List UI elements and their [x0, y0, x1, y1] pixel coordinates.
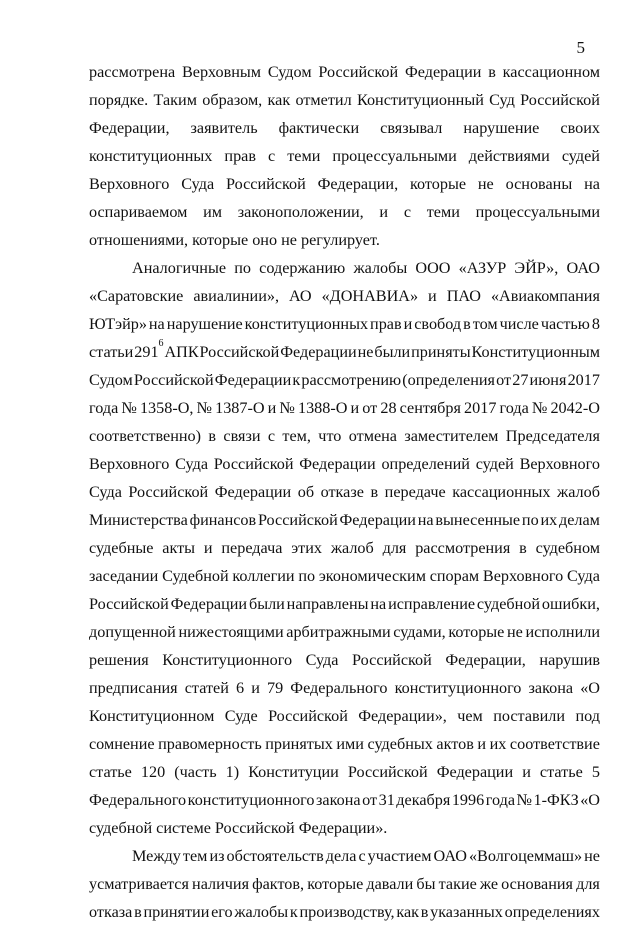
word: Федерального — [290, 679, 388, 697]
word: Федерации — [299, 455, 376, 473]
word: числе — [499, 315, 539, 333]
word: сомнение — [89, 735, 155, 753]
word: 8 — [591, 315, 600, 333]
text-line — [89, 170, 600, 198]
word: акты — [162, 539, 196, 557]
word: АПК — [164, 343, 199, 361]
word: от — [362, 399, 378, 417]
text-line — [89, 590, 600, 618]
superscript-index: 6 — [158, 337, 164, 349]
word: судей — [475, 455, 514, 473]
word: 1358-О, — [139, 399, 194, 417]
word: закона — [528, 679, 574, 697]
word: Федерации — [404, 63, 482, 81]
word: Суда — [181, 175, 215, 193]
word: июня — [529, 371, 567, 389]
text-line — [89, 58, 600, 86]
word: «Волгоцеммаш» — [468, 847, 583, 865]
text-line — [89, 646, 600, 674]
word: которые — [448, 623, 505, 641]
word: коллегии — [232, 567, 295, 585]
word: № — [121, 399, 137, 417]
word: с — [358, 847, 366, 865]
word: Федерации — [436, 763, 514, 781]
word: авиалинии», — [193, 287, 280, 305]
word: прав — [370, 315, 402, 333]
word: своих — [560, 119, 600, 137]
word: были — [374, 343, 411, 361]
word: их — [489, 735, 507, 753]
word: основаны — [505, 175, 573, 193]
word: к — [292, 371, 301, 389]
text-line — [89, 814, 600, 842]
word: Верховным — [181, 63, 262, 81]
word: Судебной — [162, 567, 229, 585]
word: наличия — [192, 875, 250, 893]
word: экономическим — [318, 567, 426, 585]
word: решения — [89, 651, 149, 669]
text-line — [89, 674, 600, 702]
word: Российской — [347, 763, 428, 781]
word: Российской — [213, 455, 294, 473]
text-line — [89, 282, 600, 310]
body-text — [89, 58, 600, 926]
word: фактов, — [252, 875, 305, 893]
word: вынесенные — [435, 511, 521, 529]
word: № — [516, 791, 532, 809]
word: и — [267, 399, 277, 417]
word: производству, — [299, 903, 395, 921]
word: и — [350, 399, 360, 417]
word: Суд — [489, 91, 515, 109]
word: теми — [426, 203, 460, 221]
word: от — [362, 791, 378, 809]
word: принятых — [265, 735, 333, 753]
word: года — [499, 399, 529, 417]
word: Суде — [224, 707, 258, 725]
word: судебной — [476, 595, 541, 613]
word: статей — [184, 679, 229, 697]
word: и — [403, 315, 413, 333]
word: 5 — [591, 763, 600, 781]
word: свобод — [414, 315, 462, 333]
word: «Авиакомпания — [490, 287, 600, 305]
word: на — [148, 315, 165, 333]
text-line — [89, 702, 600, 730]
word: Верховного — [482, 567, 564, 585]
word: «Саратовские — [89, 287, 184, 305]
word: принятии — [143, 903, 210, 921]
word: Федерации — [280, 343, 357, 361]
word: ПАО — [446, 287, 481, 305]
word: 120 — [140, 763, 166, 781]
word: актов — [436, 735, 474, 753]
word: 1388-О — [297, 399, 348, 417]
word: кассационных — [452, 483, 551, 501]
word: Федерации», — [358, 707, 447, 725]
word: № — [531, 399, 548, 417]
word: на — [417, 511, 434, 529]
word: статьи — [89, 343, 134, 361]
word: 79 — [267, 679, 284, 697]
word: Российской — [133, 371, 214, 389]
word: нижестоящими — [178, 623, 284, 641]
text-line — [89, 198, 600, 226]
word: заседании — [89, 567, 159, 585]
word: исправление — [388, 595, 476, 613]
word: Федерального — [89, 791, 187, 809]
word: Верховного — [519, 455, 600, 473]
word: Суда — [305, 651, 339, 669]
word: процессуальными — [475, 203, 600, 221]
word: Между — [132, 847, 181, 865]
word: Федерации — [214, 371, 292, 389]
word: 2017 — [464, 399, 497, 417]
word: соответственно) — [89, 427, 202, 445]
word: содержанию — [259, 259, 346, 277]
word: Конституционного — [162, 651, 293, 669]
word: бы — [416, 875, 436, 893]
word: Председателя — [505, 427, 600, 445]
word: процессуальными — [332, 147, 457, 165]
word: Российской — [520, 91, 600, 109]
word: делам — [559, 511, 600, 529]
word: ОАО — [433, 847, 467, 865]
page-number: 5 — [576, 38, 585, 57]
text-line — [89, 842, 600, 870]
word: тем, — [282, 427, 311, 445]
word: и — [251, 679, 260, 697]
word: его — [211, 903, 233, 921]
text-line — [89, 338, 600, 366]
word: не — [357, 343, 374, 361]
word: рассмотрения — [415, 539, 511, 557]
word: чем — [457, 707, 483, 725]
word: Аналогичные — [132, 259, 227, 277]
word: в — [420, 903, 429, 921]
word: ими — [336, 735, 364, 753]
word: жалоб — [557, 483, 600, 501]
word: в — [134, 903, 142, 921]
word: конституционных — [244, 315, 369, 333]
word: Федерации — [170, 595, 248, 613]
word: том — [472, 315, 498, 333]
word: заместителем — [404, 427, 499, 445]
word: конституционного — [187, 791, 315, 809]
word: указанных — [430, 903, 503, 921]
word: ОАО — [566, 259, 600, 277]
word: допущенной — [89, 623, 176, 641]
text-line — [89, 618, 600, 646]
word: образом, — [202, 91, 263, 109]
text-line — [89, 506, 600, 534]
word: нарушив — [539, 651, 600, 669]
text-line — [89, 870, 600, 898]
word: статье — [539, 763, 583, 781]
word: декабря — [396, 791, 451, 809]
text-line — [89, 310, 600, 338]
word: для — [382, 539, 407, 557]
word: жалобы — [234, 903, 289, 921]
text-line — [89, 562, 600, 590]
word: участием — [367, 847, 432, 865]
word: предписания — [89, 679, 178, 697]
word: и — [379, 203, 389, 221]
word: которые — [307, 875, 364, 893]
word: связывал — [380, 119, 443, 137]
word: передача — [221, 539, 283, 557]
word: их — [540, 511, 558, 529]
word: соответствие — [509, 735, 600, 753]
word: Конституционный — [356, 91, 484, 109]
word: года — [485, 791, 516, 809]
word: с — [267, 427, 276, 445]
word: основания — [501, 875, 573, 893]
word: Конституционном — [89, 707, 215, 725]
word: 1996 — [451, 791, 485, 809]
word: № — [279, 399, 295, 417]
word: исполнили — [525, 623, 600, 641]
word: судами, — [393, 623, 446, 641]
word: отношениями, которые оно не регулирует. — [89, 231, 380, 249]
word: фактически — [278, 119, 360, 137]
word: кассационном — [502, 63, 600, 81]
word: Российской — [89, 595, 169, 613]
word: обстоятельств — [226, 847, 324, 865]
word: приняты — [411, 343, 471, 361]
word: Российской — [226, 175, 306, 193]
word: года — [89, 399, 119, 417]
text-line — [89, 898, 600, 926]
word: направлены — [286, 595, 369, 613]
word: передаче — [384, 483, 446, 501]
word: финансов — [189, 511, 257, 529]
word: Российской — [257, 511, 338, 529]
word: судебные — [89, 539, 154, 557]
word: конституционных — [89, 147, 213, 165]
word: порядке. — [89, 91, 149, 109]
word: отмена — [348, 427, 397, 445]
word: № — [196, 399, 212, 417]
word: отказа — [89, 903, 133, 921]
word: Российской — [128, 483, 209, 501]
word: оспариваемом — [89, 203, 188, 221]
word: в — [208, 427, 217, 445]
text-line — [89, 730, 600, 758]
word: тем — [182, 847, 208, 865]
word: судебном — [535, 539, 600, 557]
word: не — [506, 623, 523, 641]
word: статье — [89, 763, 132, 781]
word: 2017 — [567, 371, 600, 389]
word: заявитель — [190, 119, 258, 137]
word: же — [479, 875, 499, 893]
word: судебной системе Российской Федерации». — [89, 819, 388, 837]
word: из — [209, 847, 225, 865]
word: 1-ФКЗ — [533, 791, 579, 809]
word: действиями — [468, 147, 550, 165]
word: не — [584, 847, 600, 865]
word: что — [318, 427, 342, 445]
word: по — [234, 259, 251, 277]
text-line — [89, 450, 600, 478]
word: конституционного — [394, 679, 522, 697]
text-line — [89, 422, 600, 450]
word: 28 — [380, 399, 397, 417]
word: как — [396, 903, 419, 921]
word: 6 — [236, 679, 245, 697]
word: прав — [224, 147, 256, 165]
word: 2042-О — [550, 399, 600, 417]
word: в — [463, 315, 471, 333]
word: Российской — [199, 343, 280, 361]
word: Российской — [318, 63, 399, 81]
word: не — [477, 175, 494, 193]
word: спорам — [429, 567, 480, 585]
word: 1) — [225, 763, 240, 781]
word: и — [428, 287, 437, 305]
word: как — [267, 91, 291, 109]
text-line — [89, 786, 600, 814]
word: с — [268, 147, 276, 165]
word: ЭЙР», — [514, 259, 559, 277]
word: Суда — [567, 567, 600, 585]
word: Судом — [267, 63, 312, 81]
word: Конституции — [248, 763, 339, 781]
text-line — [89, 534, 600, 562]
word: на — [584, 175, 600, 193]
word: усматривается — [89, 875, 189, 893]
word: «ДОНАВИА» — [321, 287, 419, 305]
word: ошибки, — [541, 595, 600, 613]
text-line — [89, 478, 600, 506]
text-line — [89, 254, 600, 282]
word: Российской — [268, 707, 348, 725]
word: определений — [381, 455, 470, 473]
word: в — [370, 483, 379, 501]
text-line — [89, 366, 600, 394]
word: $291^6$ — [134, 337, 164, 361]
word: по — [298, 567, 316, 585]
word: для — [576, 875, 600, 893]
word: АО — [289, 287, 312, 305]
word: дела — [325, 847, 357, 865]
word: от — [496, 371, 512, 389]
word: закона — [316, 791, 361, 809]
word: правомерность — [158, 735, 262, 753]
word: Федерации, — [89, 119, 170, 137]
text-line — [89, 86, 600, 114]
word: были — [248, 595, 285, 613]
word: (определения — [402, 371, 495, 389]
word: им — [203, 203, 222, 221]
word: отметил — [295, 91, 352, 109]
word: Российской — [352, 651, 432, 669]
text-line — [89, 758, 600, 786]
text-line — [89, 394, 600, 422]
word: сентября — [399, 399, 461, 417]
word: давали — [366, 875, 414, 893]
word: Федерации, — [445, 651, 526, 669]
word: и — [203, 539, 213, 557]
word: в — [488, 63, 496, 81]
word: под — [575, 707, 600, 725]
word: и — [522, 763, 531, 781]
text-line — [89, 114, 600, 142]
word: судебных — [367, 735, 433, 753]
word: Верховного — [89, 175, 170, 193]
word: Федерации, — [317, 175, 399, 193]
word: Федерации — [214, 483, 292, 501]
word: определениях — [504, 903, 600, 921]
text-line — [89, 226, 600, 254]
word: 31 — [378, 791, 395, 809]
word: (часть — [174, 763, 217, 781]
word: рассмотрена — [89, 63, 176, 81]
word: 1387-О — [215, 399, 265, 417]
word: Суда — [175, 455, 209, 473]
word: законоположении, — [237, 203, 364, 221]
word: рассмотрению — [301, 371, 402, 389]
word: в — [519, 539, 527, 557]
word: судей — [561, 147, 600, 165]
word: Министерства — [89, 511, 188, 529]
word: ООО — [415, 259, 451, 277]
word: по — [521, 511, 539, 529]
word: отказе — [320, 483, 364, 501]
word: ЮТэйр» — [89, 315, 147, 333]
word: жалоб — [330, 539, 374, 557]
word: связи — [223, 427, 261, 445]
word: теми — [287, 147, 321, 165]
word: Таким — [153, 91, 197, 109]
word: нарушение — [463, 119, 540, 137]
word: Суда — [89, 483, 122, 501]
word: «О — [580, 679, 600, 697]
word: такие — [438, 875, 477, 893]
word: Федерации — [339, 511, 416, 529]
word: Конституционным — [471, 343, 600, 361]
word: которые — [410, 175, 467, 193]
word: с — [403, 203, 411, 221]
text-line — [89, 142, 600, 170]
word: и — [477, 735, 487, 753]
word: об — [297, 483, 315, 501]
word: на — [370, 595, 387, 613]
word: 27 — [512, 371, 529, 389]
word: частью — [540, 315, 590, 333]
word: Верховного — [89, 455, 170, 473]
word: «АЗУР — [458, 259, 507, 277]
word: к — [289, 903, 298, 921]
word: поставили — [493, 707, 566, 725]
word: нарушение — [166, 315, 243, 333]
word: жалобы — [353, 259, 408, 277]
word: «О — [580, 791, 600, 809]
word: этих — [291, 539, 323, 557]
word: Судом — [89, 371, 133, 389]
word: арбитражными — [286, 623, 391, 641]
